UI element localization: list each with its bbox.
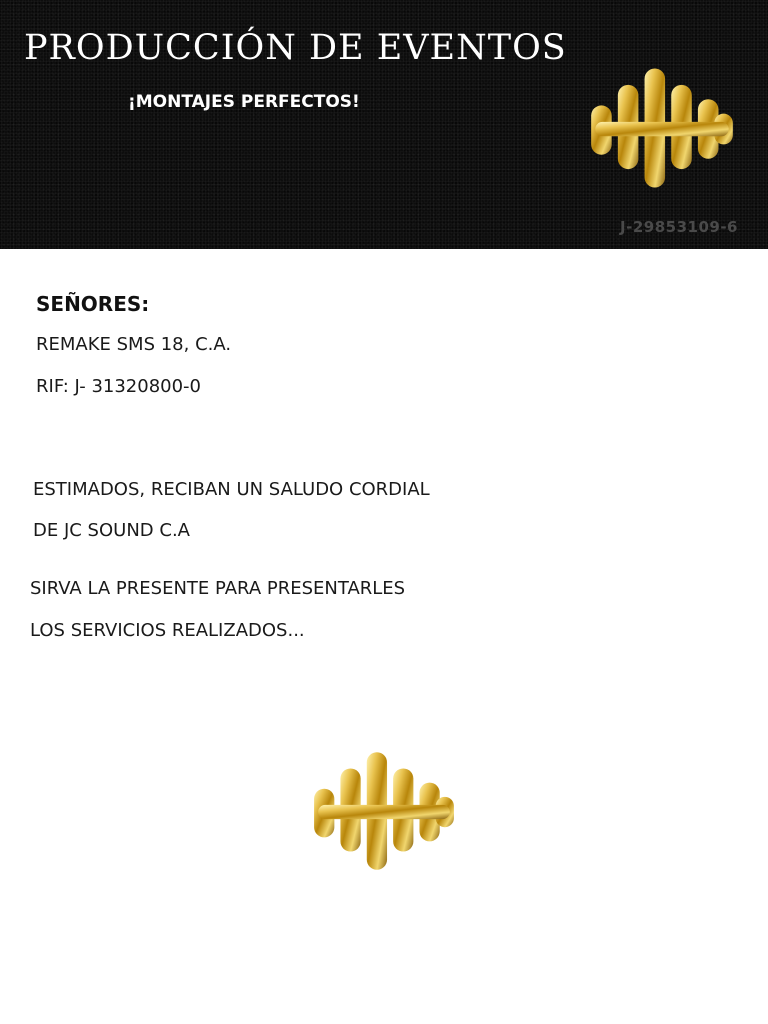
recipient-rif: RIF: J- 31320800-0 [36,376,202,397]
greeting-line-1: ESTIMADOS, RECIBAN UN SALUDO CORDIAL [33,479,430,500]
recipient-company: REMAKE SMS 18, C.A. [36,334,232,355]
header-banner [0,0,768,249]
company-rif: J-29853109-6 [620,218,738,236]
gold-soundwave-logo-icon [585,64,739,192]
header-title: PRODUCCIÓN DE EVENTOS [24,28,567,68]
header-subtitle: ¡MONTAJES PERFECTOS! [128,92,360,112]
salutation: SEÑORES: [36,292,150,316]
gold-soundwave-logo-icon [308,748,460,874]
intro-line-1: SIRVA LA PRESENTE PARA PRESENTARLES [30,578,406,599]
intro-line-2: LOS SERVICIOS REALIZADOS... [30,620,305,641]
greeting-line-2: DE JC SOUND C.A [33,520,190,541]
